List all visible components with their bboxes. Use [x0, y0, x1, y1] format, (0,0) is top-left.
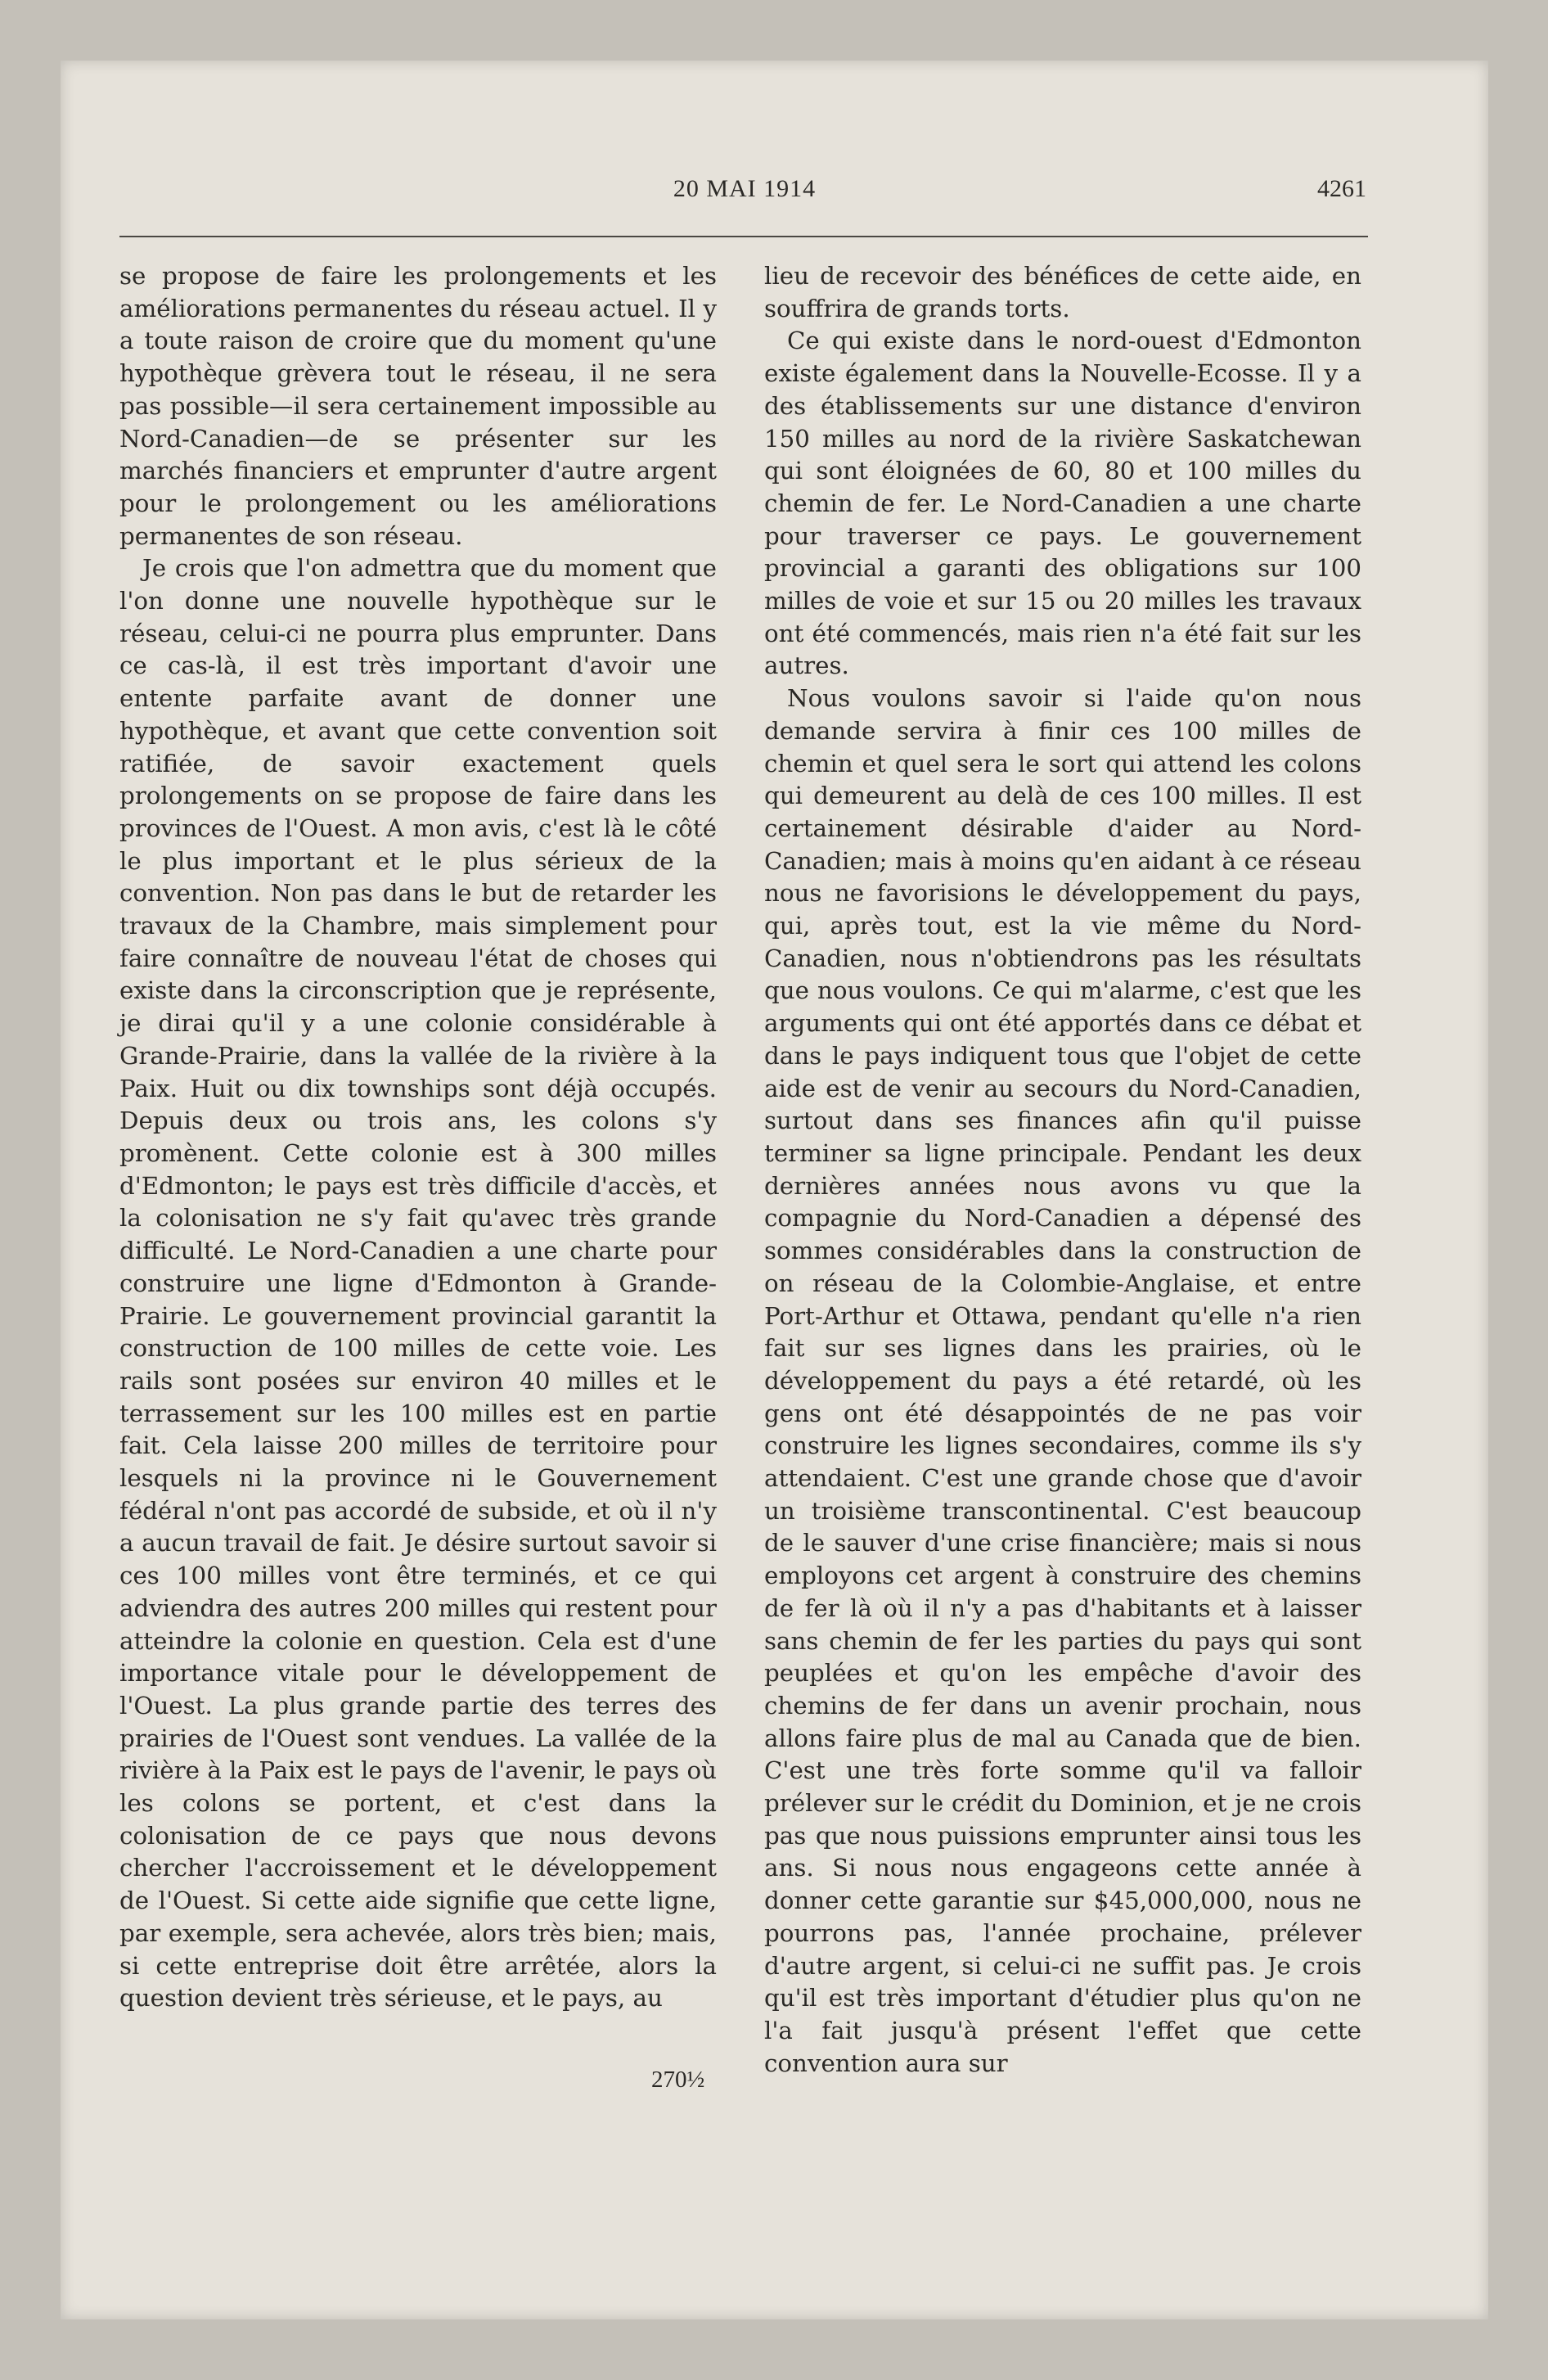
- paragraph: se propose de faire les prolongements et les améliorations permanentes du réseau actuel. Il y a toute raison de croire que du moment qu'une hypothèque grèvera tout le réseau, il ne sera pas possible—il sera certainement impossible au Nord-Canadien—de se présenter sur les marchés financiers et emprunter d'autre argent pour le prolongement ou les améliorations permanentes de son réseau.: [119, 262, 717, 550]
- page-number: 4261: [1317, 175, 1366, 202]
- running-header: [123, 175, 1366, 213]
- right-column: [764, 260, 1361, 2080]
- paragraph: Ce qui existe dans le nord-ouest d'Edmonton existe également dans la Nouvelle-Ecosse. Il y a des établissements sur une distance d'environ 150 milles au nord de la rivière Saskatchewan qui sont éloignées de 60, 80 et 100 milles du chemin de fer. Le Nord-Canadien a une charte pour traverser ce pays. Le gouvernement provincial a garanti des obligations sur 100 milles de voie et sur 15 ou 20 milles les travaux ont été commencés, mais rien n'a été fait sur les autres.: [764, 327, 1361, 680]
- paragraph: lieu de recevoir des bénéfices de cette aide, en souffrira de grands torts.: [764, 262, 1361, 322]
- paragraph: Nous voulons savoir si l'aide qu'on nous demande servira à finir ces 100 milles de chemin et quel sera le sort qui attend les colons qui demeurent au delà de ces 100 milles. Il est certainement désirable d'aider au Nord-Canadien; mais à moins qu'en aidant à ce réseau nous ne favorisions le développement du pays, qui, après tout, est la vie même du Nord-Canadien, nous n'obtiendrons pas les résultats que nous voulons. Ce qui m'alarme, c'est que les arguments qui ont été apportés dans ce débat et dans le pays indiquent tous que l'objet de cette aide est de venir au secours du Nord-Canadien, surtout dans ses finances afin qu'il puisse terminer sa ligne principale. Pendant les deux dernières années nous avons vu que la compagnie du Nord-Canadien a dépensé des sommes considérables dans la construction de on réseau de la Colombie-Anglaise, et entre Port-Arthur et Ottawa, pendant qu'elle n'a rien fait sur ses lignes dans les prairies, où le développement du pays a été retardé, où les gens ont été désappointés de ne pas voir construire les lignes secondaires, comme ils s'y attendaient. C'est une grande chose que d'avoir un troisième transcontinental. C'est beaucoup de le sauver d'une crise financière; mais si nous employons cet argent à construire des chemins de fer là où il n'y a pas d'habitants et à laisser sans chemin de fer les parties du pays qui sont peuplées et qu'on les empêche d'avoir des chemins de fer dans un avenir prochain, nous allons faire plus de mal au Canada que de bien. C'est une très forte somme qu'il va falloir prélever sur le crédit du Dominion, et je ne crois pas que nous puissions emprunter ainsi tous les ans. Si nous nous engageons cette année à donner cette garantie sur $45,000,000, nous ne pourrons pas, l'année prochaine, prélever d'autre argent, si celui-ci ne suffit pas. Je crois qu'il est très important d'étudier plus qu'on ne l'a fait jusqu'à présent l'effet que cette convention aura sur: [764, 684, 1361, 2077]
- left-column: [119, 260, 717, 2015]
- sheet-number: 270½: [651, 2067, 705, 2093]
- page-date: 20 MAI 1914: [673, 175, 817, 202]
- header-rule: [119, 236, 1368, 237]
- paragraph: Je crois que l'on admettra que du moment que l'on donne une nouvelle hypothèque sur le réseau, celui-ci ne pourra plus emprunter. Dans ce cas-là, il est très important d'avoir une entente parfaite avant de donner une hypothèque, et avant que cette convention soit ratifiée, de savoir exactement quels prolongements on se propose de faire dans les provinces de l'Ouest. A mon avis, c'est là le côté le plus important et le plus sérieux de la convention. Non pas dans le but de retarder les travaux de la Chambre, mais simplement pour faire connaître de nouveau l'état de choses qui existe dans la circonscription que je représente, je dirai qu'il y a une colonie considérable à Grande-Prairie, dans la vallée de la rivière à la Paix. Huit ou dix townships sont déjà occupés. Depuis deux ou trois ans, les colons s'y promènent. Cette colonie est à 300 milles d'Edmonton; le pays est très difficile d'accès, et la colonisation ne s'y fait qu'avec très grande difficulté. Le Nord-Canadien a une charte pour construire une ligne d'Edmonton à Grande-Prairie. Le gouvernement provincial garantit la construction de 100 milles de cette voie. Les rails sont posées sur environ 40 milles et le terrassement sur les 100 milles est en partie fait. Cela laisse 200 milles de territoire pour lesquels ni la province ni le Gouvernement fédéral n'ont pas accordé de subside, et où il n'y a aucun travail de fait. Je désire surtout savoir si ces 100 milles vont être terminés, et ce qui adviendra des autres 200 milles qui restent pour atteindre la colonie en question. Cela est d'une importance vitale pour le développement de l'Ouest. La plus grande partie des terres des prairies de l'Ouest sont vendues. La vallée de la rivière à la Paix est le pays de l'avenir, le pays où les colons se portent, et c'est dans la colonisation de ce pays que nous devons chercher l'accroissement et le développement de l'Ouest. Si cette aide signifie que cette ligne, par exemple, sera achevée, alors très bien; mais, si cette entreprise doit être arrêtée, alors la question devient très sérieuse, et le pays, au: [119, 554, 717, 2013]
